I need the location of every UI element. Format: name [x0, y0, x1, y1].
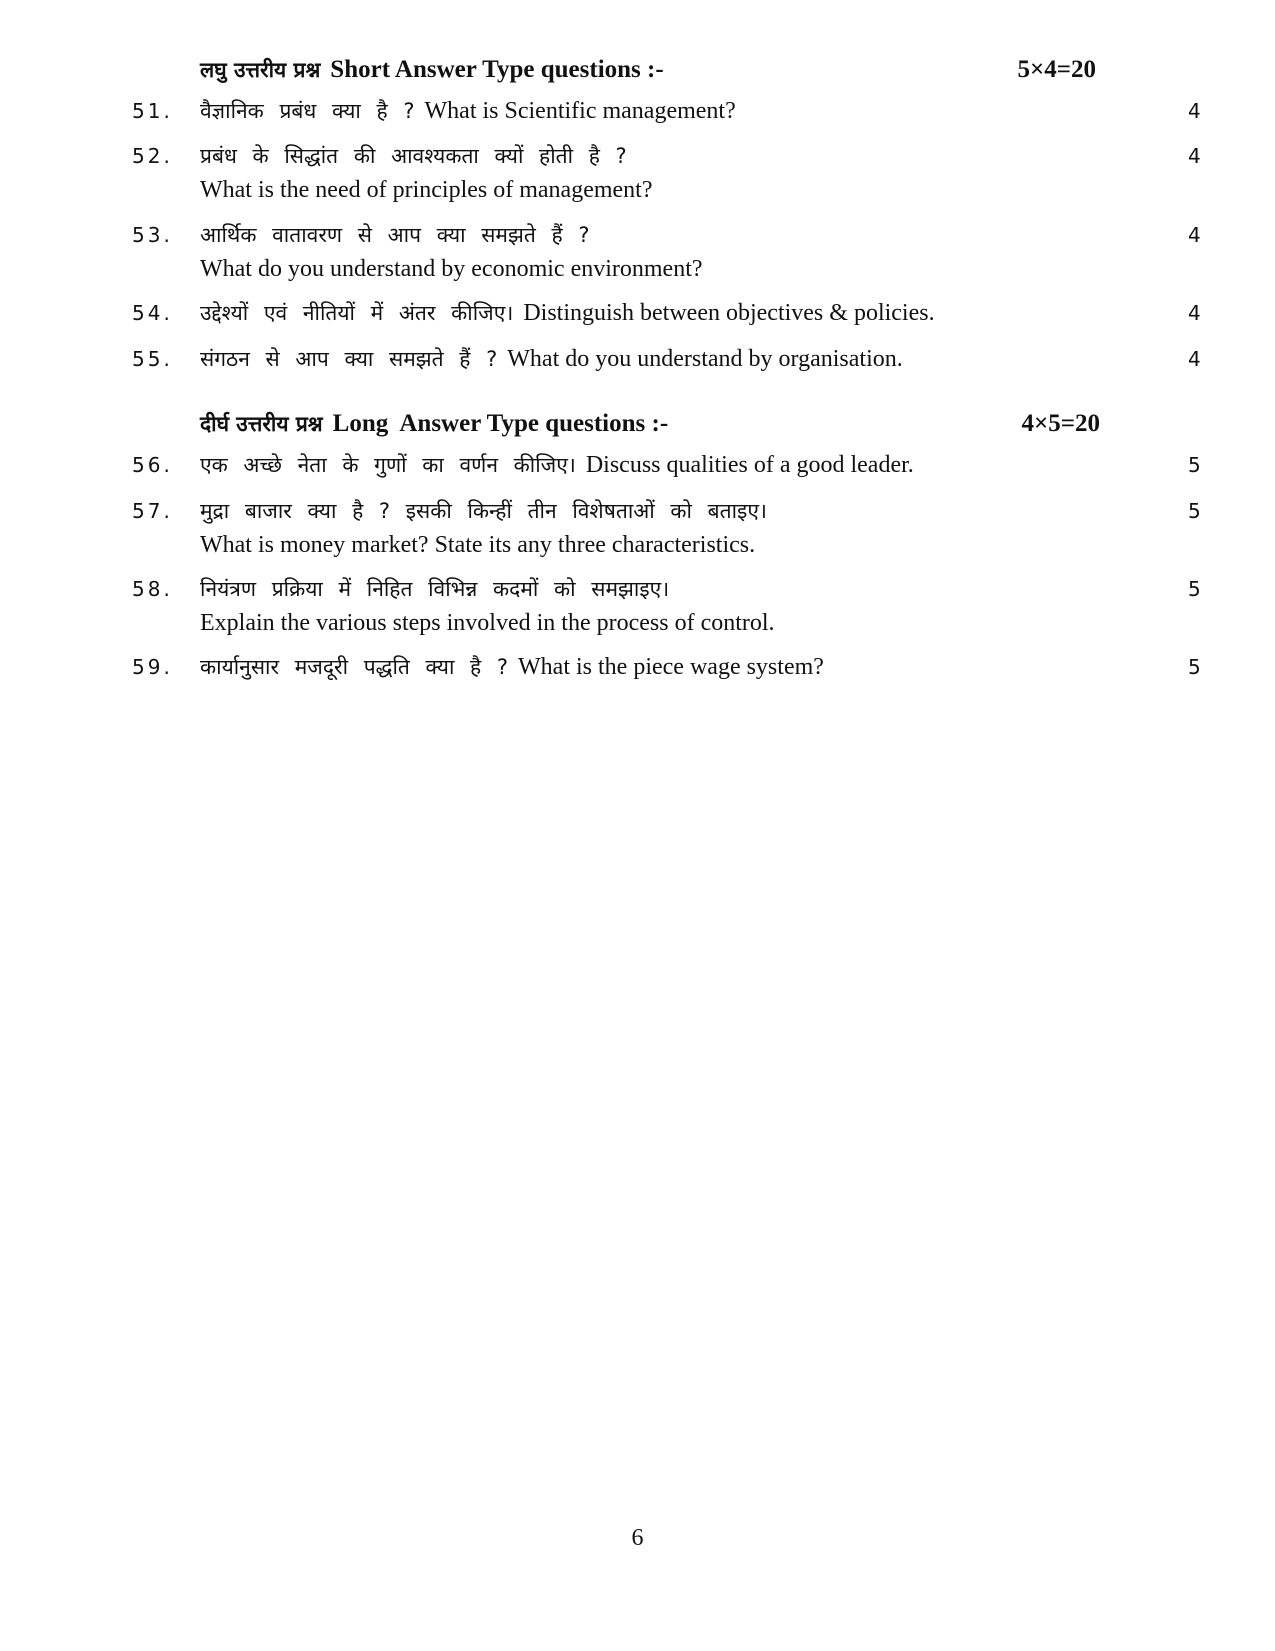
question-marks: 5 — [1188, 577, 1201, 601]
question-english: What do you understand by economic environment? — [200, 256, 703, 282]
question-number: 56. — [132, 453, 173, 477]
question-hindi: मुद्रा बाजार क्या है ? इसकी किन्हीं तीन विशेषताओं को बताइए। — [200, 499, 767, 523]
question-marks: 5 — [1188, 453, 1201, 477]
question-english: What do you understand by organisation. — [507, 346, 903, 372]
question-english: What is Scientific management? — [424, 98, 736, 124]
question-text — [200, 94, 1150, 128]
question-english: Distinguish between objectives & policies. — [523, 300, 935, 326]
question-hindi-line — [200, 139, 1150, 173]
question-number: 54. — [132, 301, 173, 325]
question-marks: 4 — [1188, 223, 1201, 247]
question-english-line — [200, 606, 1150, 640]
question-hindi: एक अच्छे नेता के गुणों का वर्णन कीजिए। — [200, 453, 576, 477]
question-hindi: नियंत्रण प्रक्रिया में निहित विभिन्न कदमों को समझाइए। — [200, 577, 670, 601]
question-marks: 4 — [1188, 301, 1201, 325]
question-marks: 4 — [1188, 144, 1201, 168]
question-number: 59. — [132, 655, 173, 679]
question-english: Explain the various steps involved in the process of control. — [200, 610, 775, 636]
long-marks-total: 4×5=20 — [1021, 410, 1100, 437]
question-number: 53. — [132, 223, 173, 247]
question-text — [200, 448, 1150, 482]
question-hindi-line — [200, 218, 1150, 252]
question-english-line — [200, 173, 1150, 207]
question-marks: 4 — [1188, 347, 1201, 371]
question-hindi: संगठन से आप क्या समझते हैं ? — [200, 347, 498, 371]
question-number: 58. — [132, 577, 173, 601]
long-heading-hindi: दीर्घ उत्तरीय प्रश्न — [200, 412, 323, 436]
short-answer-heading — [200, 54, 1160, 86]
question-english: What is money market? State its any three characteristics. — [200, 532, 756, 558]
question-hindi-line — [200, 494, 1150, 528]
question-text — [200, 342, 1150, 376]
question-number: 52. — [132, 144, 173, 168]
short-marks-total: 5×4=20 — [1017, 56, 1096, 83]
question-text — [200, 650, 1150, 684]
question-hindi: कार्यानुसार मजदूरी पद्धति क्या है ? — [200, 655, 509, 679]
question-number: 51. — [132, 99, 173, 123]
question-english-line — [200, 252, 1150, 286]
question-text — [200, 296, 1150, 330]
question-hindi: आर्थिक वातावरण से आप क्या समझते हैं ? — [200, 223, 590, 247]
question-hindi: वैज्ञानिक प्रबंध क्या है ? — [200, 99, 415, 123]
question-english: Discuss qualities of a good leader. — [585, 452, 914, 478]
long-answer-heading — [200, 408, 1160, 440]
page-number: 6 — [631, 1525, 644, 1551]
question-marks: 4 — [1188, 99, 1201, 123]
question-english: What is the piece wage system? — [518, 654, 824, 680]
short-heading-english: Short Answer Type questions :- — [330, 56, 664, 83]
question-hindi-line — [200, 572, 1150, 606]
question-marks: 5 — [1188, 499, 1201, 523]
question-hindi: प्रबंध के सिद्धांत की आवश्यकता क्यों होती है ? — [200, 144, 627, 168]
question-hindi: उद्देश्यों एवं नीतियों में अंतर कीजिए। — [200, 301, 514, 325]
question-marks: 5 — [1188, 655, 1201, 679]
question-number: 55. — [132, 347, 173, 371]
question-number: 57. — [132, 499, 173, 523]
question-english: What is the need of principles of management? — [200, 177, 653, 203]
short-heading-hindi: लघु उत्तरीय प्रश्न — [200, 58, 321, 82]
long-heading-english: Long Answer Type questions :- — [332, 410, 669, 437]
question-english-line — [200, 528, 1150, 562]
